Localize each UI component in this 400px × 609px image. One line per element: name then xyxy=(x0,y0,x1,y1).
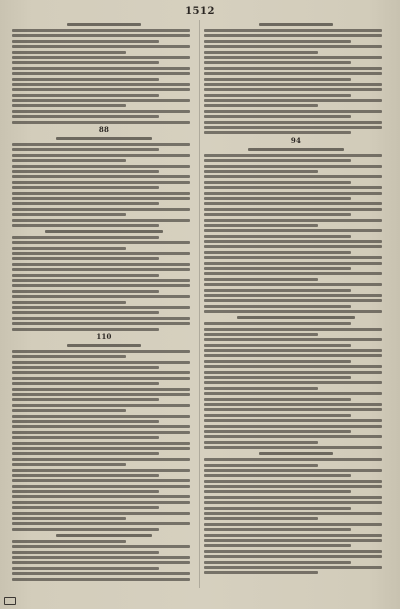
section-heading-number: 88 xyxy=(98,125,110,135)
entry-line xyxy=(12,88,190,91)
entry-line xyxy=(12,404,190,407)
entry-line xyxy=(12,34,190,37)
entry-line xyxy=(204,154,382,157)
entry-line xyxy=(204,571,318,574)
entry-line xyxy=(204,67,382,70)
entry-line xyxy=(204,224,318,227)
entry-line xyxy=(12,257,159,260)
entry-line xyxy=(12,474,159,477)
entry-line xyxy=(204,256,382,259)
entry-line xyxy=(12,431,190,434)
entry-line xyxy=(204,115,351,118)
entry-line xyxy=(204,539,382,542)
entry-line xyxy=(12,388,190,391)
entry-line xyxy=(204,45,382,48)
entry-line xyxy=(12,219,190,222)
section-subheading xyxy=(259,23,333,26)
entry-line xyxy=(204,294,382,297)
entry-line xyxy=(204,34,382,37)
entry-line xyxy=(12,186,159,189)
license-badge-icon xyxy=(4,597,16,605)
entry-line xyxy=(12,241,190,244)
entry-line xyxy=(204,338,382,341)
entry-line xyxy=(204,235,351,238)
entry-line xyxy=(12,208,190,211)
section-heading xyxy=(12,126,196,134)
entry-line xyxy=(12,458,190,461)
entry-line xyxy=(12,61,159,64)
entry-line xyxy=(204,78,351,81)
entry-line xyxy=(12,463,126,466)
entry-line xyxy=(12,328,159,331)
entry-line xyxy=(204,175,382,178)
entry-line xyxy=(204,229,382,232)
entry-line xyxy=(12,224,159,227)
entry-line xyxy=(204,344,351,347)
entry-line xyxy=(204,512,382,515)
entry-line xyxy=(12,415,190,418)
entry-line xyxy=(12,382,159,385)
entry-line xyxy=(204,208,382,211)
entry-line xyxy=(204,328,382,331)
section-subheading xyxy=(248,148,344,151)
entry-line xyxy=(204,490,351,493)
entry-line xyxy=(204,170,318,173)
entry-line xyxy=(204,496,382,499)
entry-line xyxy=(12,322,190,325)
entry-line xyxy=(204,555,382,558)
entry-line xyxy=(204,354,382,357)
entry-line xyxy=(12,165,190,168)
entry-line xyxy=(204,349,382,352)
entry-line xyxy=(12,159,126,162)
section-heading-number: 94 xyxy=(290,135,302,145)
entry-line xyxy=(12,512,190,515)
entry-line xyxy=(12,452,159,455)
entry-line xyxy=(204,398,351,401)
entry-line xyxy=(204,262,382,265)
entry-line xyxy=(12,377,190,380)
entry-line xyxy=(204,392,382,395)
entry-line xyxy=(12,361,190,364)
section-heading xyxy=(204,137,388,145)
entry-line xyxy=(12,522,190,525)
entry-line xyxy=(12,115,159,118)
entry-line xyxy=(204,441,318,444)
entry-line xyxy=(204,72,382,75)
footer-credit xyxy=(4,597,18,605)
entry-line xyxy=(12,67,190,70)
entry-line xyxy=(204,469,382,472)
entry-line xyxy=(204,360,351,363)
entry-line xyxy=(204,387,318,390)
entry-line xyxy=(12,284,190,287)
entry-line xyxy=(12,78,159,81)
entry-line xyxy=(12,290,159,293)
entry-line xyxy=(12,561,190,564)
entry-line xyxy=(204,83,382,86)
entry-line xyxy=(12,192,190,195)
entry-line xyxy=(204,310,382,313)
entry-line xyxy=(12,366,159,369)
entry-line xyxy=(12,306,190,309)
entry-line xyxy=(204,181,351,184)
entry-line xyxy=(204,544,351,547)
entry-line xyxy=(12,236,159,239)
entry-line xyxy=(204,435,382,438)
section-subheading xyxy=(67,23,141,26)
entry-line xyxy=(204,267,351,270)
entry-line xyxy=(204,528,351,531)
entry-line xyxy=(204,381,382,384)
entry-line xyxy=(204,29,382,32)
entry-line xyxy=(204,485,382,488)
entry-line xyxy=(12,99,190,102)
entry-line xyxy=(12,72,190,75)
text-columns xyxy=(12,20,388,588)
entry-line xyxy=(12,104,126,107)
entry-line xyxy=(12,263,190,266)
right-column xyxy=(204,20,388,588)
entry-line xyxy=(204,94,351,97)
entry-line xyxy=(204,165,382,168)
entry-line xyxy=(12,393,190,396)
entry-line xyxy=(12,485,190,488)
entry-line xyxy=(12,170,159,173)
entry-line xyxy=(204,458,382,461)
entry-line xyxy=(204,333,318,336)
entry-line xyxy=(204,507,351,510)
entry-line xyxy=(12,442,190,445)
entry-line xyxy=(12,181,190,184)
entry-line xyxy=(12,420,159,423)
entry-line xyxy=(12,110,190,113)
section-subheading xyxy=(259,452,333,455)
entry-line xyxy=(204,430,351,433)
entry-line xyxy=(12,540,126,543)
entry-line xyxy=(12,398,159,401)
entry-line xyxy=(204,376,351,379)
entry-line xyxy=(204,272,382,275)
entry-line xyxy=(204,240,382,243)
entry-line xyxy=(12,409,126,412)
section-heading xyxy=(12,333,196,341)
entry-line xyxy=(204,561,351,564)
entry-line xyxy=(12,317,190,320)
entry-line xyxy=(12,447,190,450)
entry-line xyxy=(204,159,351,162)
entry-line xyxy=(204,566,382,569)
entry-line xyxy=(204,56,382,59)
entry-line xyxy=(12,355,126,358)
entry-line xyxy=(204,278,318,281)
entry-line xyxy=(12,197,190,200)
entry-line xyxy=(204,110,382,113)
entry-line xyxy=(12,247,126,250)
entry-line xyxy=(12,545,190,548)
entry-line xyxy=(12,279,190,282)
entry-line xyxy=(12,94,159,97)
entry-line xyxy=(12,143,190,146)
entry-line xyxy=(204,299,382,302)
entry-line xyxy=(12,29,190,32)
entry-line xyxy=(12,51,126,54)
entry-line xyxy=(12,506,159,509)
entry-line xyxy=(12,567,159,570)
entry-line xyxy=(204,219,382,222)
entry-line xyxy=(12,436,159,439)
entry-line xyxy=(204,534,382,537)
entry-line xyxy=(204,186,382,189)
entry-line xyxy=(204,322,351,325)
entry-line xyxy=(204,289,351,292)
page-number: 1512 xyxy=(185,6,215,17)
entry-line xyxy=(204,192,382,195)
entry-line xyxy=(12,479,190,482)
entry-line xyxy=(204,121,382,124)
entry-line xyxy=(204,104,318,107)
entry-line xyxy=(12,490,159,493)
section-subheading xyxy=(56,137,152,140)
entry-line xyxy=(204,99,382,102)
entry-line xyxy=(12,213,126,216)
entry-line xyxy=(204,61,351,64)
entry-line xyxy=(204,474,351,477)
entry-line xyxy=(12,501,190,504)
entry-line xyxy=(12,528,159,531)
entry-line xyxy=(204,464,318,467)
entry-line xyxy=(204,419,382,422)
entry-line xyxy=(204,197,351,200)
entry-line xyxy=(204,126,382,129)
entry-line xyxy=(204,371,382,374)
column-divider xyxy=(199,20,200,588)
entry-line xyxy=(12,469,190,472)
entry-line xyxy=(12,371,190,374)
entry-line xyxy=(12,148,159,151)
entry-line xyxy=(12,83,190,86)
entry-line xyxy=(12,301,126,304)
entry-line xyxy=(204,131,351,134)
entry-line xyxy=(12,311,159,314)
entry-line xyxy=(12,425,190,428)
entry-line xyxy=(12,268,190,271)
entry-line xyxy=(12,202,159,205)
entry-line xyxy=(204,283,382,286)
entry-line xyxy=(204,408,382,411)
entry-line xyxy=(204,414,351,417)
section-subheading xyxy=(45,230,163,233)
entry-line xyxy=(204,365,382,368)
entry-line xyxy=(12,274,159,277)
section-subheading xyxy=(56,534,152,537)
entry-line xyxy=(12,175,190,178)
entry-line xyxy=(204,550,382,553)
entry-line xyxy=(12,121,190,124)
entry-line xyxy=(12,551,159,554)
entry-line xyxy=(204,501,382,504)
entry-line xyxy=(12,578,190,581)
section-subheading xyxy=(67,344,141,347)
entry-line xyxy=(204,425,382,428)
entry-line xyxy=(204,245,382,248)
entry-line xyxy=(204,523,382,526)
entry-line xyxy=(204,51,318,54)
entry-line xyxy=(204,213,351,216)
section-subheading xyxy=(237,316,355,319)
entry-line xyxy=(204,480,382,483)
entry-line xyxy=(12,154,190,157)
section-heading-number: 110 xyxy=(96,331,112,341)
entry-line xyxy=(204,446,382,449)
entry-line xyxy=(12,495,190,498)
entry-line xyxy=(204,517,318,520)
entry-line xyxy=(12,350,190,353)
entry-line xyxy=(12,40,159,43)
entry-line xyxy=(12,517,126,520)
entry-line xyxy=(12,45,190,48)
entry-line xyxy=(12,56,190,59)
entry-line xyxy=(12,252,190,255)
entry-line xyxy=(12,572,190,575)
entry-line xyxy=(204,40,351,43)
entry-line xyxy=(204,251,351,254)
entry-line xyxy=(204,305,351,308)
entry-line xyxy=(204,88,382,91)
entry-line xyxy=(204,403,382,406)
left-column xyxy=(12,20,196,588)
entry-line xyxy=(12,295,190,298)
entry-line xyxy=(12,556,190,559)
entry-line xyxy=(204,202,382,205)
